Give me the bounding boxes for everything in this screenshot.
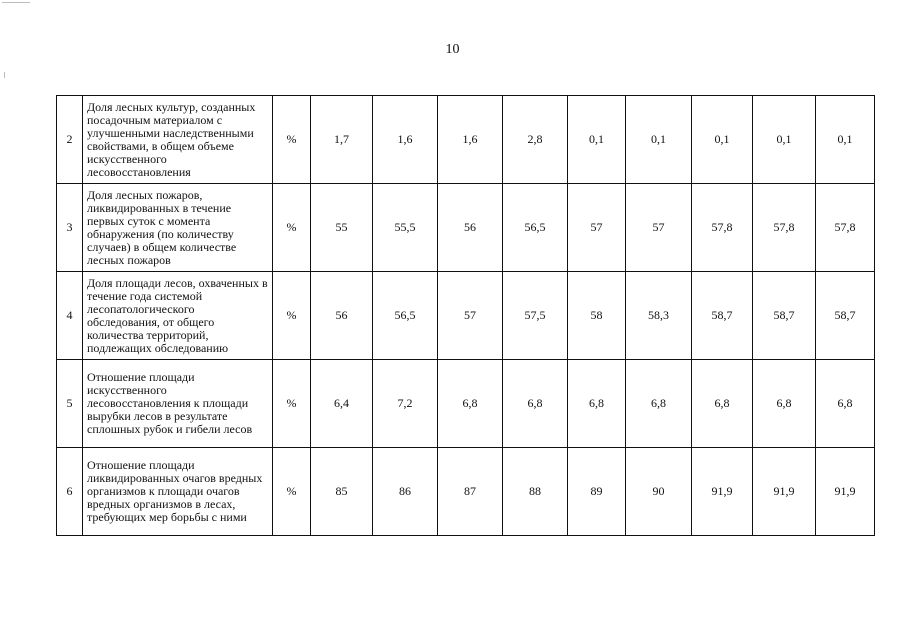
table-row [57,360,875,448]
unit-cell: % [273,360,311,448]
value-cell: 57,5 [503,272,568,360]
value-cell: 88 [503,448,568,536]
value-cell: 57 [438,272,503,360]
indicator-description: Доля лесных пожаров, ликвидированных в течение первых суток с момента обнаружения (по количеству случаев) в общем количестве лесных пожаров [83,184,273,272]
unit-cell: % [273,272,311,360]
table-row [57,448,875,536]
table-row [57,96,875,184]
scan-artifact [4,72,5,78]
row-number: 2 [57,96,83,184]
value-cell: 0,1 [816,96,875,184]
scan-artifact [2,2,30,3]
value-cell: 7,2 [373,360,438,448]
value-cell: 57 [568,184,626,272]
value-cell: 90 [626,448,692,536]
value-cell: 58,7 [816,272,875,360]
unit-cell: % [273,448,311,536]
value-cell: 58 [568,272,626,360]
indicator-description: Доля площади лесов, охваченных в течение года системой лесопатологического обследования, от общего количества территорий, подлежащих обследованию [83,272,273,360]
value-cell: 57,8 [753,184,816,272]
value-cell: 2,8 [503,96,568,184]
value-cell: 55 [311,184,373,272]
value-cell: 6,8 [753,360,816,448]
value-cell: 6,8 [438,360,503,448]
value-cell: 6,8 [503,360,568,448]
value-cell: 57 [626,184,692,272]
value-cell: 87 [438,448,503,536]
value-cell: 58,7 [692,272,753,360]
value-cell: 0,1 [626,96,692,184]
value-cell: 1,7 [311,96,373,184]
value-cell: 57,8 [692,184,753,272]
value-cell: 6,8 [626,360,692,448]
value-cell: 58,7 [753,272,816,360]
indicator-description: Доля лесных культур, созданных посадочным материалом с улучшенными наследственными свойствами, в общем объеме искусственного лесовосстановления [83,96,273,184]
value-cell: 56,5 [503,184,568,272]
value-cell: 85 [311,448,373,536]
value-cell: 0,1 [753,96,816,184]
value-cell: 91,9 [816,448,875,536]
value-cell: 57,8 [816,184,875,272]
value-cell: 86 [373,448,438,536]
value-cell: 56 [438,184,503,272]
value-cell: 55,5 [373,184,438,272]
table-row [57,272,875,360]
value-cell: 56 [311,272,373,360]
page-number: 10 [445,42,460,57]
row-number: 3 [57,184,83,272]
value-cell: 6,8 [692,360,753,448]
unit-cell: % [273,184,311,272]
indicators-table [56,95,875,536]
value-cell: 56,5 [373,272,438,360]
value-cell: 1,6 [373,96,438,184]
value-cell: 0,1 [568,96,626,184]
value-cell: 6,4 [311,360,373,448]
row-number: 4 [57,272,83,360]
value-cell: 89 [568,448,626,536]
unit-cell: % [273,96,311,184]
value-cell: 6,8 [816,360,875,448]
indicator-description: Отношение площади искусственного лесовосстановления к площади вырубки лесов в результате сплошных рубок и гибели лесов [83,360,273,448]
row-number: 6 [57,448,83,536]
indicator-description: Отношение площади ликвидированных очагов вредных организмов к площади очагов вредных организмов в лесах, требующих мер борьбы с ними [83,448,273,536]
row-number: 5 [57,360,83,448]
value-cell: 6,8 [568,360,626,448]
value-cell: 58,3 [626,272,692,360]
value-cell: 1,6 [438,96,503,184]
value-cell: 91,9 [692,448,753,536]
value-cell: 91,9 [753,448,816,536]
value-cell: 0,1 [692,96,753,184]
table-row [57,184,875,272]
